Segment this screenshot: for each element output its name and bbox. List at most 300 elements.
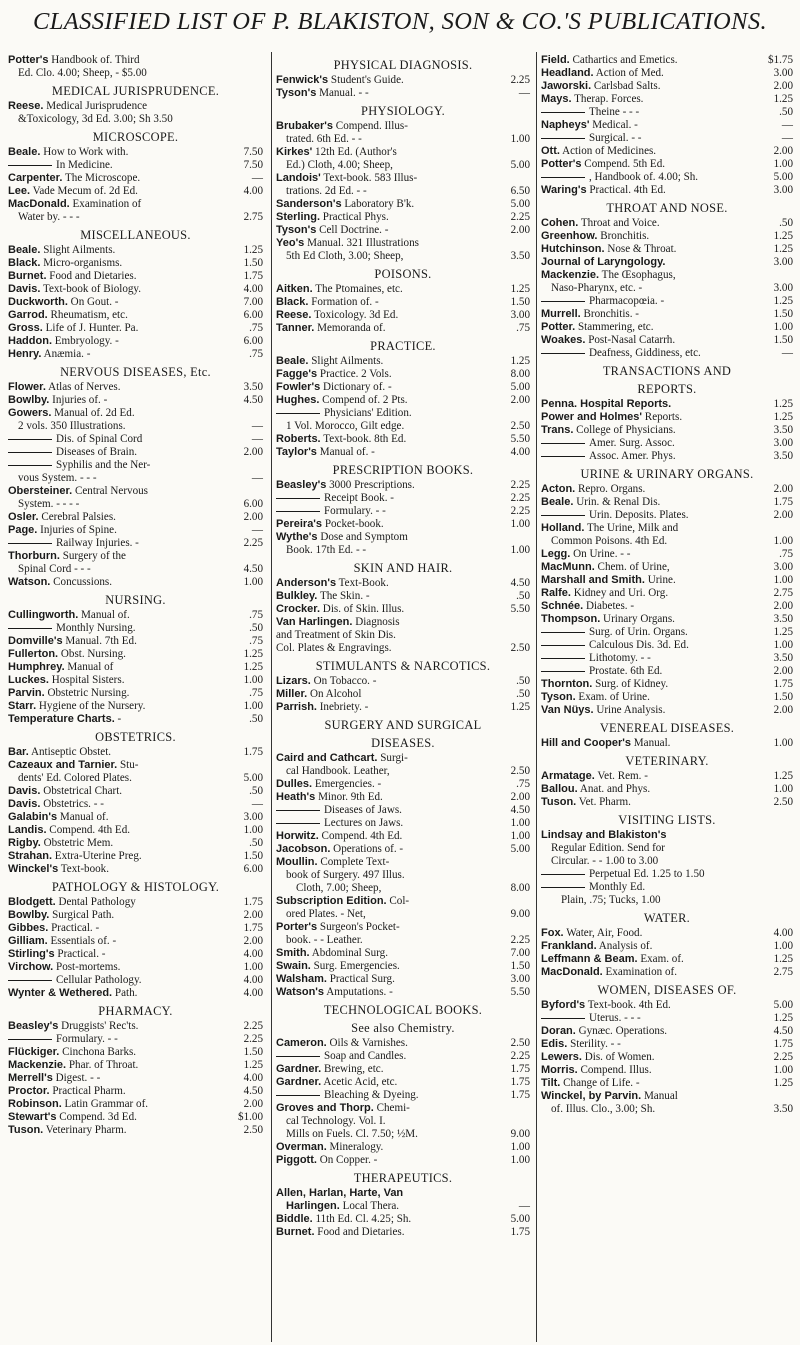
entry-price: 2.25 — [243, 537, 263, 549]
entry-title — [551, 842, 793, 855]
catalog-entry — [541, 80, 793, 93]
catalog-entry — [541, 1090, 793, 1103]
entry-title — [541, 1025, 769, 1038]
entry-price: .75 — [249, 609, 263, 621]
entry-price: 2.00 — [243, 511, 263, 523]
entry-text: Book. 17th Ed. - - — [286, 544, 367, 556]
catalog-entry — [541, 881, 793, 894]
entry-price: 4.00 — [243, 1072, 263, 1084]
entry-author: Davis. — [8, 785, 41, 797]
entry-title — [8, 433, 239, 446]
entry-title — [541, 881, 793, 894]
entry-text: Bronchitis. — [597, 230, 650, 242]
entry-author: Merrell's — [8, 1072, 53, 1084]
entry-author: Mackenzie. — [541, 269, 600, 281]
catalog-entry — [541, 927, 793, 940]
entry-author: Virchow. — [8, 961, 54, 973]
entry-price: 1.50 — [243, 257, 263, 269]
catalog-entry — [8, 433, 263, 446]
entry-price: 1.50 — [773, 691, 793, 703]
entry-title — [541, 230, 769, 243]
entry-author: Reese. — [8, 100, 44, 112]
catalog-entry — [276, 804, 530, 817]
catalog-entry — [8, 270, 263, 283]
entry-text: Student's Guide. — [328, 74, 404, 86]
ditto-rule — [541, 112, 585, 113]
catalog-entry — [8, 811, 263, 824]
catalog-entry — [541, 587, 793, 600]
catalog-entry — [276, 947, 530, 960]
entry-title — [541, 450, 769, 463]
entry-text: Manual of. - — [316, 446, 375, 458]
entry-text: Acetic Acid, etc. — [321, 1076, 398, 1088]
catalog-entry — [276, 420, 530, 433]
entry-text: Dis. of Spinal Cord — [56, 433, 143, 445]
entry-title — [286, 869, 530, 882]
entry-title — [8, 622, 239, 635]
entry-author: Burnet. — [276, 1226, 315, 1238]
entry-text: Analysis of. — [596, 940, 653, 952]
entry-text: Oils & Varnishes. — [326, 1037, 408, 1049]
entry-title — [276, 446, 506, 459]
entry-text: Post-Nasal Catarrh. — [585, 334, 676, 346]
entry-author: Osler. — [8, 511, 39, 523]
entry-author: Biddle. — [276, 1213, 313, 1225]
entry-title — [8, 713, 239, 726]
entry-author: Thornton. — [541, 678, 593, 690]
entry-price: 2.25 — [510, 211, 530, 223]
entry-text: Cloth, 7.00; Sheep, — [296, 882, 382, 894]
entry-text: Manual. 321 Illustrations — [304, 237, 419, 249]
entry-title — [286, 1128, 506, 1141]
entry-text: Obstetrical Chart. — [40, 785, 123, 797]
entry-title — [541, 184, 769, 197]
entry-price: 8.00 — [510, 882, 530, 894]
entry-title — [18, 420, 239, 433]
entry-title — [8, 987, 239, 1000]
ditto-rule — [8, 465, 52, 466]
entry-price: 1.00 — [243, 576, 263, 588]
catalog-entry — [276, 752, 530, 765]
entry-text: Embryology. - — [52, 335, 119, 347]
entry-text: Essentials of. - — [47, 935, 117, 947]
catalog-entry — [8, 746, 263, 759]
entry-text: Inebriety. - — [316, 701, 369, 713]
entry-author: Thompson. — [541, 613, 601, 625]
entry-author: Haddon. — [8, 335, 52, 347]
entry-author: Piggott. — [276, 1154, 317, 1166]
catalog-entry — [8, 974, 263, 987]
entry-author: Power and Holmes' — [541, 411, 643, 423]
entry-price: 1.25 — [243, 661, 263, 673]
entry-author: Winckel, by Parvin. — [541, 1090, 642, 1102]
entry-text: Bronchitis. - — [580, 308, 639, 320]
entry-price: 1.75 — [773, 678, 793, 690]
entry-title — [18, 563, 239, 576]
entry-text: Obstetrics. - - — [40, 798, 104, 810]
entry-title — [8, 309, 239, 322]
section-heading: WOMEN, DISEASES OF. — [597, 983, 737, 997]
entry-price: .75 — [249, 687, 263, 699]
catalog-entry — [541, 574, 793, 587]
catalog-entry — [276, 87, 530, 100]
entry-title — [286, 185, 506, 198]
entry-title — [276, 921, 530, 934]
entry-price: 1.25 — [773, 1077, 793, 1089]
entry-price: 4.50 — [243, 394, 263, 406]
entry-title — [8, 948, 239, 961]
catalog-entry — [276, 250, 530, 263]
entry-author: Temperature Charts. — [8, 713, 115, 725]
entry-title — [541, 999, 769, 1012]
catalog-entry — [276, 1154, 530, 1167]
entry-title — [561, 894, 793, 907]
entry-text: Urin. & Renal Dis. — [573, 496, 661, 508]
catalog-entry — [276, 1063, 530, 1076]
section-heading: PATHOLOGY & HISTOLOGY. — [51, 880, 220, 894]
entry-author: Sterling. — [276, 211, 321, 223]
entry-price: 4.00 — [510, 446, 530, 458]
entry-title — [8, 524, 239, 537]
entry-title — [541, 106, 769, 119]
catalog-entry — [276, 1115, 530, 1128]
entry-title — [286, 765, 506, 778]
entry-price: 5.00 — [773, 999, 793, 1011]
entry-author: Parvin. — [8, 687, 45, 699]
entry-title — [8, 635, 239, 648]
entry-text: Veterinary Pharm. — [43, 1124, 127, 1136]
entry-price: 3.50 — [510, 250, 530, 262]
catalog-entry — [541, 626, 793, 639]
ditto-rule — [8, 543, 52, 544]
catalog-entry — [276, 1213, 530, 1226]
entry-title — [276, 296, 506, 309]
entry-price: 1.00 — [510, 1141, 530, 1153]
ditto-rule — [541, 515, 585, 516]
catalog-entry — [541, 1064, 793, 1077]
section-heading: OBSTETRICS. — [95, 730, 176, 744]
catalog-entry — [276, 908, 530, 921]
entry-price: 1.75 — [243, 746, 263, 758]
entry-price: 1.75 — [510, 1063, 530, 1075]
entry-price: 2.25 — [510, 505, 530, 517]
catalog-entry — [8, 550, 263, 563]
entry-price: 4.50 — [243, 563, 263, 575]
entry-author: Woakes. — [541, 334, 586, 346]
entry-title — [276, 283, 506, 296]
entry-author: Gibbes. — [8, 922, 49, 934]
ditto-rule — [541, 177, 585, 178]
entry-text: Practical Pharm. — [49, 1085, 126, 1097]
entry-price: 2.25 — [510, 934, 530, 946]
catalog-entry — [541, 796, 793, 809]
entry-title — [551, 282, 769, 295]
catalog-entry — [276, 1089, 530, 1102]
entry-title — [541, 548, 769, 561]
ditto-rule — [276, 1095, 320, 1096]
entry-text: Vet. Pharm. — [576, 796, 631, 808]
entry-author: Smith. — [276, 947, 310, 959]
catalog-entry — [8, 511, 263, 524]
entry-title — [8, 746, 239, 759]
entry-author: Cohen. — [541, 217, 579, 229]
entry-text: Diagnosis — [352, 616, 400, 628]
catalog-entry — [8, 537, 263, 550]
entry-text: Text-book. 4th Ed. — [585, 999, 671, 1011]
catalog-entry — [8, 987, 263, 1000]
ditto-rule — [8, 165, 52, 166]
entry-author: Napheys' — [541, 119, 590, 131]
ditto-rule — [541, 353, 585, 354]
catalog-entry — [8, 648, 263, 661]
catalog-entry — [541, 308, 793, 321]
entry-price: 4.00 — [243, 948, 263, 960]
entry-author: Heath's — [276, 791, 316, 803]
entry-text: Compend of. 2 Pts. — [319, 394, 408, 406]
catalog-entry — [541, 704, 793, 717]
entry-author: Landois' — [276, 172, 321, 184]
entry-title — [8, 54, 263, 67]
entry-title — [276, 590, 506, 603]
entry-author: Burnet. — [8, 270, 47, 282]
catalog-entry — [276, 446, 530, 459]
catalog-entry — [541, 334, 793, 347]
entry-title — [541, 80, 769, 93]
entry-title — [541, 334, 769, 347]
entry-text: Handbook of. Third — [48, 54, 140, 66]
entry-price: .50 — [779, 217, 793, 229]
entry-title — [276, 309, 506, 322]
catalog-entry — [541, 347, 793, 360]
entry-text: Urinary Organs. — [600, 613, 675, 625]
ditto-rule — [541, 138, 585, 139]
entry-title — [541, 321, 769, 334]
entry-text: Monthly Nursing. — [56, 622, 136, 634]
entry-price: 1.25 — [773, 230, 793, 242]
entry-text: Mills on Fuels. Cl. 7.50; ½M. — [286, 1128, 418, 1140]
entry-text: Memoranda of. — [314, 322, 386, 334]
entry-price: 2.00 — [510, 791, 530, 803]
catalog-entry — [541, 269, 793, 282]
entry-price: 1.50 — [243, 1046, 263, 1058]
entry-price: 2.50 — [510, 420, 530, 432]
catalog-entry — [8, 909, 263, 922]
entry-price: 1.25 — [773, 93, 793, 105]
section-heading: THERAPEUTICS. — [353, 1171, 453, 1185]
entry-text: Monthly Ed. — [589, 881, 646, 893]
catalog-entry — [8, 335, 263, 348]
entry-price: 3.00 — [510, 309, 530, 321]
entry-text: Dis. of Women. — [581, 1051, 655, 1063]
catalog-entry — [8, 563, 263, 576]
catalog-entry — [8, 244, 263, 257]
entry-author: Bulkley. — [276, 590, 318, 602]
entry-text: How to Work with. — [40, 146, 129, 158]
catalog-entry — [8, 798, 263, 811]
entry-text: Practical Surg. — [326, 973, 395, 985]
entry-author: Beale. — [276, 355, 309, 367]
entry-author: Strahan. — [8, 850, 53, 862]
entry-price: 1.00 — [773, 940, 793, 952]
entry-title — [8, 609, 239, 622]
entry-text: Micro-organisms. — [40, 257, 123, 269]
catalog-entry — [276, 765, 530, 778]
catalog-entry — [8, 1111, 263, 1124]
catalog-entry — [276, 394, 530, 407]
entry-title — [8, 674, 239, 687]
entry-price: 5.00 — [510, 843, 530, 855]
section-heading: STIMULANTS & NARCOTICS. — [315, 659, 491, 673]
catalog-entry — [8, 446, 263, 459]
entry-author: Luckes. — [8, 674, 49, 686]
catalog-entry — [541, 67, 793, 80]
entry-price: — — [251, 172, 263, 184]
ditto-rule — [8, 439, 52, 440]
entry-price: 4.50 — [510, 577, 530, 589]
entry-author: Holland. — [541, 522, 585, 534]
section-heading: URINE & URINARY ORGANS. — [580, 467, 754, 481]
entry-author: Crocker. — [276, 603, 321, 615]
catalog-entry — [276, 921, 530, 934]
entry-price: 5.50 — [510, 986, 530, 998]
entry-author: Kirkes' — [276, 146, 313, 158]
entry-price: 2.00 — [773, 509, 793, 521]
section-heading: VISITING LISTS. — [618, 813, 716, 827]
entry-author: Bar. — [8, 746, 29, 758]
entry-text: Slight Ailments. — [40, 244, 116, 256]
entry-text: Cathartics and Emetics. — [569, 54, 678, 66]
entry-text: Throat and Voice. — [578, 217, 660, 229]
section-heading: MICROSCOPE. — [92, 130, 179, 144]
entry-text: Surgi- — [377, 752, 408, 764]
catalog-entry — [8, 100, 263, 113]
entry-title — [8, 896, 239, 909]
entry-title — [8, 322, 239, 335]
ditto-rule — [541, 456, 585, 457]
entry-price: 1.75 — [243, 270, 263, 282]
catalog-entry — [541, 321, 793, 334]
entry-price: 1.75 — [243, 922, 263, 934]
entry-author: Page. — [8, 524, 38, 536]
entry-title — [541, 295, 769, 308]
column-rule — [536, 52, 537, 1342]
entry-text: Stu- — [117, 759, 139, 771]
entry-price: 1.25 — [243, 1059, 263, 1071]
entry-text: System. - - - - — [18, 498, 80, 510]
catalog-entry — [8, 211, 263, 224]
entry-title — [8, 935, 239, 948]
entry-price: 3.00 — [773, 256, 793, 268]
catalog-entry — [276, 322, 530, 335]
entry-text: Manual — [641, 1090, 678, 1102]
entry-text: On Tobacco. - — [310, 675, 377, 687]
entry-title — [8, 1020, 239, 1033]
entry-price: 1.25 — [773, 411, 793, 423]
entry-title — [8, 811, 239, 824]
entry-price: 1.75 — [510, 1076, 530, 1088]
catalog-entry — [8, 524, 263, 537]
catalog-entry — [276, 120, 530, 133]
entry-title — [541, 1038, 769, 1051]
entry-price: 1.00 — [773, 737, 793, 749]
entry-title — [8, 700, 239, 713]
entry-title — [276, 804, 506, 817]
entry-price: 2.75 — [243, 211, 263, 223]
entry-price: 1.75 — [510, 1089, 530, 1101]
entry-price: 3.00 — [773, 437, 793, 449]
entry-title — [8, 1046, 239, 1059]
catalog-entry — [541, 613, 793, 626]
entry-text: Railway Injuries. - — [56, 537, 139, 549]
section-heading: PRACTICE. — [370, 339, 436, 353]
entry-author: Cameron. — [276, 1037, 327, 1049]
entry-author: Morris. — [541, 1064, 578, 1076]
entry-text: Theine - - - — [589, 106, 640, 118]
entry-text: Carlsbad Salts. — [591, 80, 661, 92]
entry-text: Obstetric Nursing. — [44, 687, 130, 699]
catalog-entry — [276, 869, 530, 882]
entry-title — [8, 1033, 239, 1046]
ditto-rule — [8, 1039, 52, 1040]
entry-title — [541, 613, 769, 626]
entry-title — [541, 93, 769, 106]
section-heading: MISCELLANEOUS. — [80, 228, 191, 242]
entry-text: Dose and Symptom — [317, 531, 408, 543]
catalog-entry — [8, 785, 263, 798]
entry-price: 5.00 — [243, 772, 263, 784]
entry-author: Cullingworth. — [8, 609, 79, 621]
catalog-entry — [8, 850, 263, 863]
entry-author: Sanderson's — [276, 198, 342, 210]
entry-author: Dulles. — [276, 778, 313, 790]
entry-text: Text-book. 583 Illus- — [320, 172, 418, 184]
entry-author: Fox. — [541, 927, 564, 939]
entry-price: 3.50 — [773, 450, 793, 462]
catalog-entry — [541, 842, 793, 855]
entry-text: Laboratory B'k. — [341, 198, 415, 210]
entry-price: 1.25 — [773, 626, 793, 638]
ditto-rule — [8, 452, 52, 453]
entry-title — [8, 1111, 234, 1124]
entry-title — [541, 347, 769, 360]
catalog-entry — [276, 1037, 530, 1050]
catalog-entry — [541, 691, 793, 704]
entry-text: Manual of. 2d Ed. — [51, 407, 135, 419]
entry-author: Beasley's — [8, 1020, 59, 1032]
catalog-entry — [8, 1124, 263, 1137]
entry-price: 2.00 — [773, 80, 793, 92]
catalog-entry — [541, 855, 793, 868]
catalog-entry — [8, 896, 263, 909]
entry-author: Field. — [541, 54, 570, 66]
entry-text: Practical. - — [54, 948, 106, 960]
entry-author: Doran. — [541, 1025, 576, 1037]
entry-author: Fenwick's — [276, 74, 329, 86]
catalog-entry — [8, 309, 263, 322]
entry-price: 1.75 — [243, 896, 263, 908]
entry-price: 1.25 — [510, 283, 530, 295]
entry-text: Water, Air, Food. — [563, 927, 643, 939]
entry-price: — — [251, 472, 263, 484]
entry-price: 1.00 — [510, 830, 530, 842]
entry-author: Mackenzie. — [8, 1059, 67, 1071]
entry-price: 2.25 — [243, 1020, 263, 1032]
entry-price: 2.00 — [243, 1098, 263, 1110]
catalog-entry — [8, 420, 263, 433]
catalog-entry — [541, 894, 793, 907]
entry-text: and Treatment of Skin Dis. — [276, 629, 396, 641]
entry-author: MacDonald. — [541, 966, 603, 978]
